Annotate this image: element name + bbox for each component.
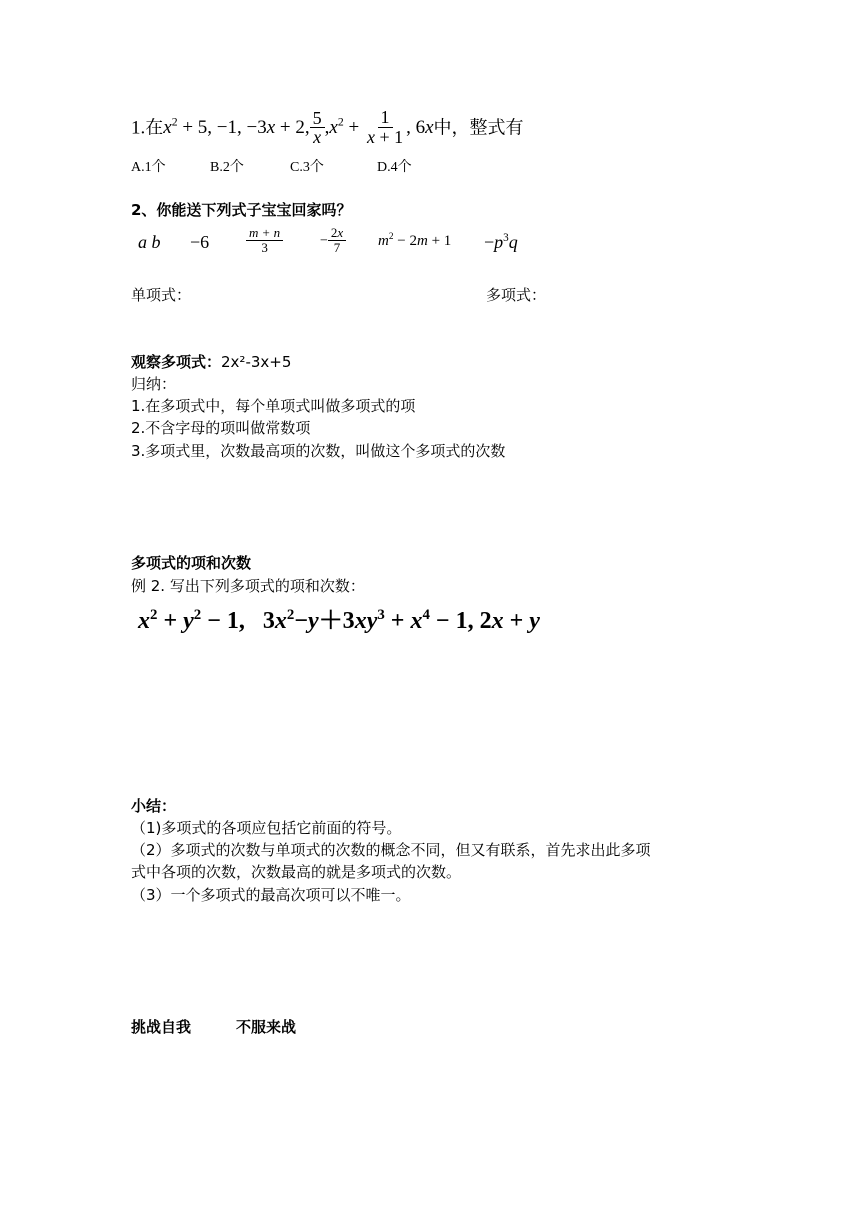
challenge-left: 挑战自我 [131, 1018, 192, 1036]
terms-title: 多项式的项和次数 [131, 554, 252, 572]
q2-title: 2、你能送下列式子宝宝回家吗？ [131, 201, 352, 219]
q1-options [131, 156, 412, 176]
summary-item-2-cont: 式中各项的次数，次数最高的就是多项式的次数。 [131, 863, 462, 881]
expr-ab: a b [138, 232, 161, 252]
q1-prefix: 在 [145, 117, 164, 139]
expr-m2-2m-1: $m^2 - 2m + 1$ [378, 232, 452, 249]
expr-neg-p3q: $-p^3q$ [484, 232, 518, 252]
q1-option-b: B.2个 [210, 160, 244, 175]
observe-poly: 2x²-3x+5 [221, 353, 292, 371]
question-1 [131, 108, 524, 148]
q1-number: 1. [131, 117, 146, 139]
summary-item-2: （2）多项式的次数与单项式的次数的概念不同，但又有联系，首先求出此多项 [131, 841, 651, 859]
example-2-expressions: $x^2 + y^2 - 1$, $3x^2-y+3xy^3 + x^4 - 1$, 2x + y [138, 607, 540, 634]
q2-expressions [138, 226, 558, 262]
example-2: 例 2. 写出下列多项式的项和次数： [131, 577, 365, 595]
q1-expression: $x^2 + 5$, −1, −3x + 2, $\frac{5}{x}$ $,x^2$ + $\frac{1}{x + 1}$ , 6x [163, 107, 434, 148]
induction-item-1: 1.在多项式中，每个单项式叫做多项式的项 [131, 397, 416, 415]
q1-option-d: D.4个 [377, 160, 412, 175]
polynomial-label: 多项式： [486, 286, 547, 304]
q1-option-a: A.1个 [131, 160, 166, 175]
q1-suffix: 中，整式有 [433, 117, 524, 139]
summary-item-1: （1)多项式的各项应包括它前面的符号。 [131, 819, 402, 837]
expr-m-plus-n-over-3: $\frac{m + n}{3}$ [246, 226, 283, 254]
monomial-label: 单项式： [131, 286, 192, 304]
induction-label: 归纳： [131, 375, 177, 393]
expr-neg6: −6 [190, 232, 210, 252]
q1-option-c: C.3个 [290, 160, 324, 175]
summary-title: 小结： [131, 797, 177, 815]
expr-neg-2x-over-7: − $\frac{2x}{7}$ [320, 226, 346, 254]
summary-item-3: （3）一个多项式的最高次项可以不唯一。 [131, 886, 411, 904]
induction-item-2: 2.不含字母的项叫做常数项 [131, 419, 311, 437]
challenge-right: 不服来战 [236, 1018, 297, 1036]
observe-heading [131, 352, 291, 372]
observe-title: 观察多项式： [131, 353, 222, 371]
induction-item-3: 3.多项式里，次数最高项的次数，叫做这个多项式的次数 [131, 442, 506, 460]
